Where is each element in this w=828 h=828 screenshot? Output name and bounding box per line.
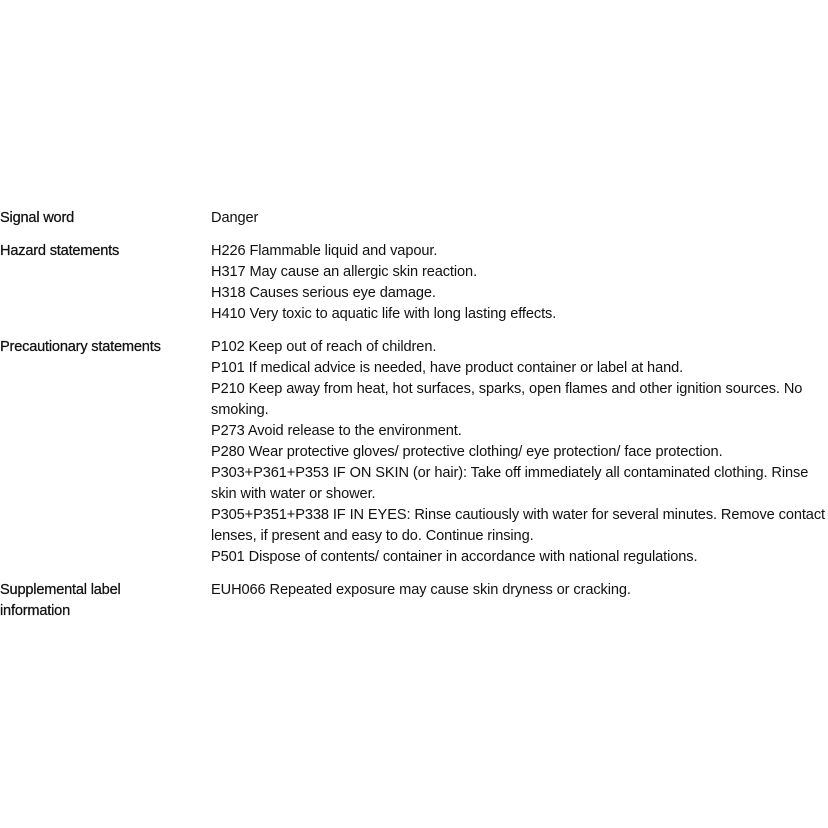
precautionary-statement: P102 Keep out of reach of children. <box>211 339 437 355</box>
hazard-statement: H318 Causes serious eye damage. <box>211 285 436 301</box>
sds-label-elements-section <box>0 208 828 634</box>
precautionary-statements-list <box>211 337 828 568</box>
hazard-statement: H317 May cause an allergic skin reaction. <box>211 264 478 280</box>
supplemental-info-values <box>211 580 828 601</box>
precautionary-statement: P210 Keep away from heat, hot surfaces, sparks, open flames and other ignition sources. No smoking. <box>211 381 803 418</box>
supplemental-info-label <box>0 580 211 622</box>
precautionary-statement: P303+P361+P353 IF ON SKIN (or hair): Take off immediately all contaminated clothing. Rinse skin with water or shower. <box>211 465 809 502</box>
supplemental-info-row <box>0 580 828 622</box>
signal-word-row <box>0 208 828 229</box>
supplemental-info-value: EUH066 Repeated exposure may cause skin dryness or cracking. <box>211 582 631 598</box>
supplemental-info-label-line1: Supplemental label <box>0 582 121 598</box>
signal-word-label: Signal word <box>0 210 75 226</box>
precautionary-statement: P305+P351+P338 IF IN EYES: Rinse cautiously with water for several minutes. Remove contact lenses, if present and easy to do. Continue rinsing. <box>211 507 825 544</box>
hazard-statements-label: Hazard statements <box>0 243 120 259</box>
signal-word-value: Danger <box>211 210 259 226</box>
supplemental-info-label-line2: information <box>0 603 70 619</box>
hazard-statement: H226 Flammable liquid and vapour. <box>211 243 438 259</box>
precautionary-statement: P273 Avoid release to the environment. <box>211 423 462 439</box>
precautionary-statements-row <box>0 337 828 568</box>
precautionary-statement: P501 Dispose of contents/ container in accordance with national regulations. <box>211 549 698 565</box>
precautionary-statements-label: Precautionary statements <box>0 339 161 355</box>
precautionary-statement: P280 Wear protective gloves/ protective clothing/ eye protection/ face protection. <box>211 444 723 460</box>
signal-word-values <box>211 208 828 229</box>
hazard-statements-row <box>0 241 828 325</box>
hazard-statement: H410 Very toxic to aquatic life with long lasting effects. <box>211 306 557 322</box>
precautionary-statement: P101 If medical advice is needed, have product container or label at hand. <box>211 360 684 376</box>
hazard-statements-list <box>211 241 828 325</box>
